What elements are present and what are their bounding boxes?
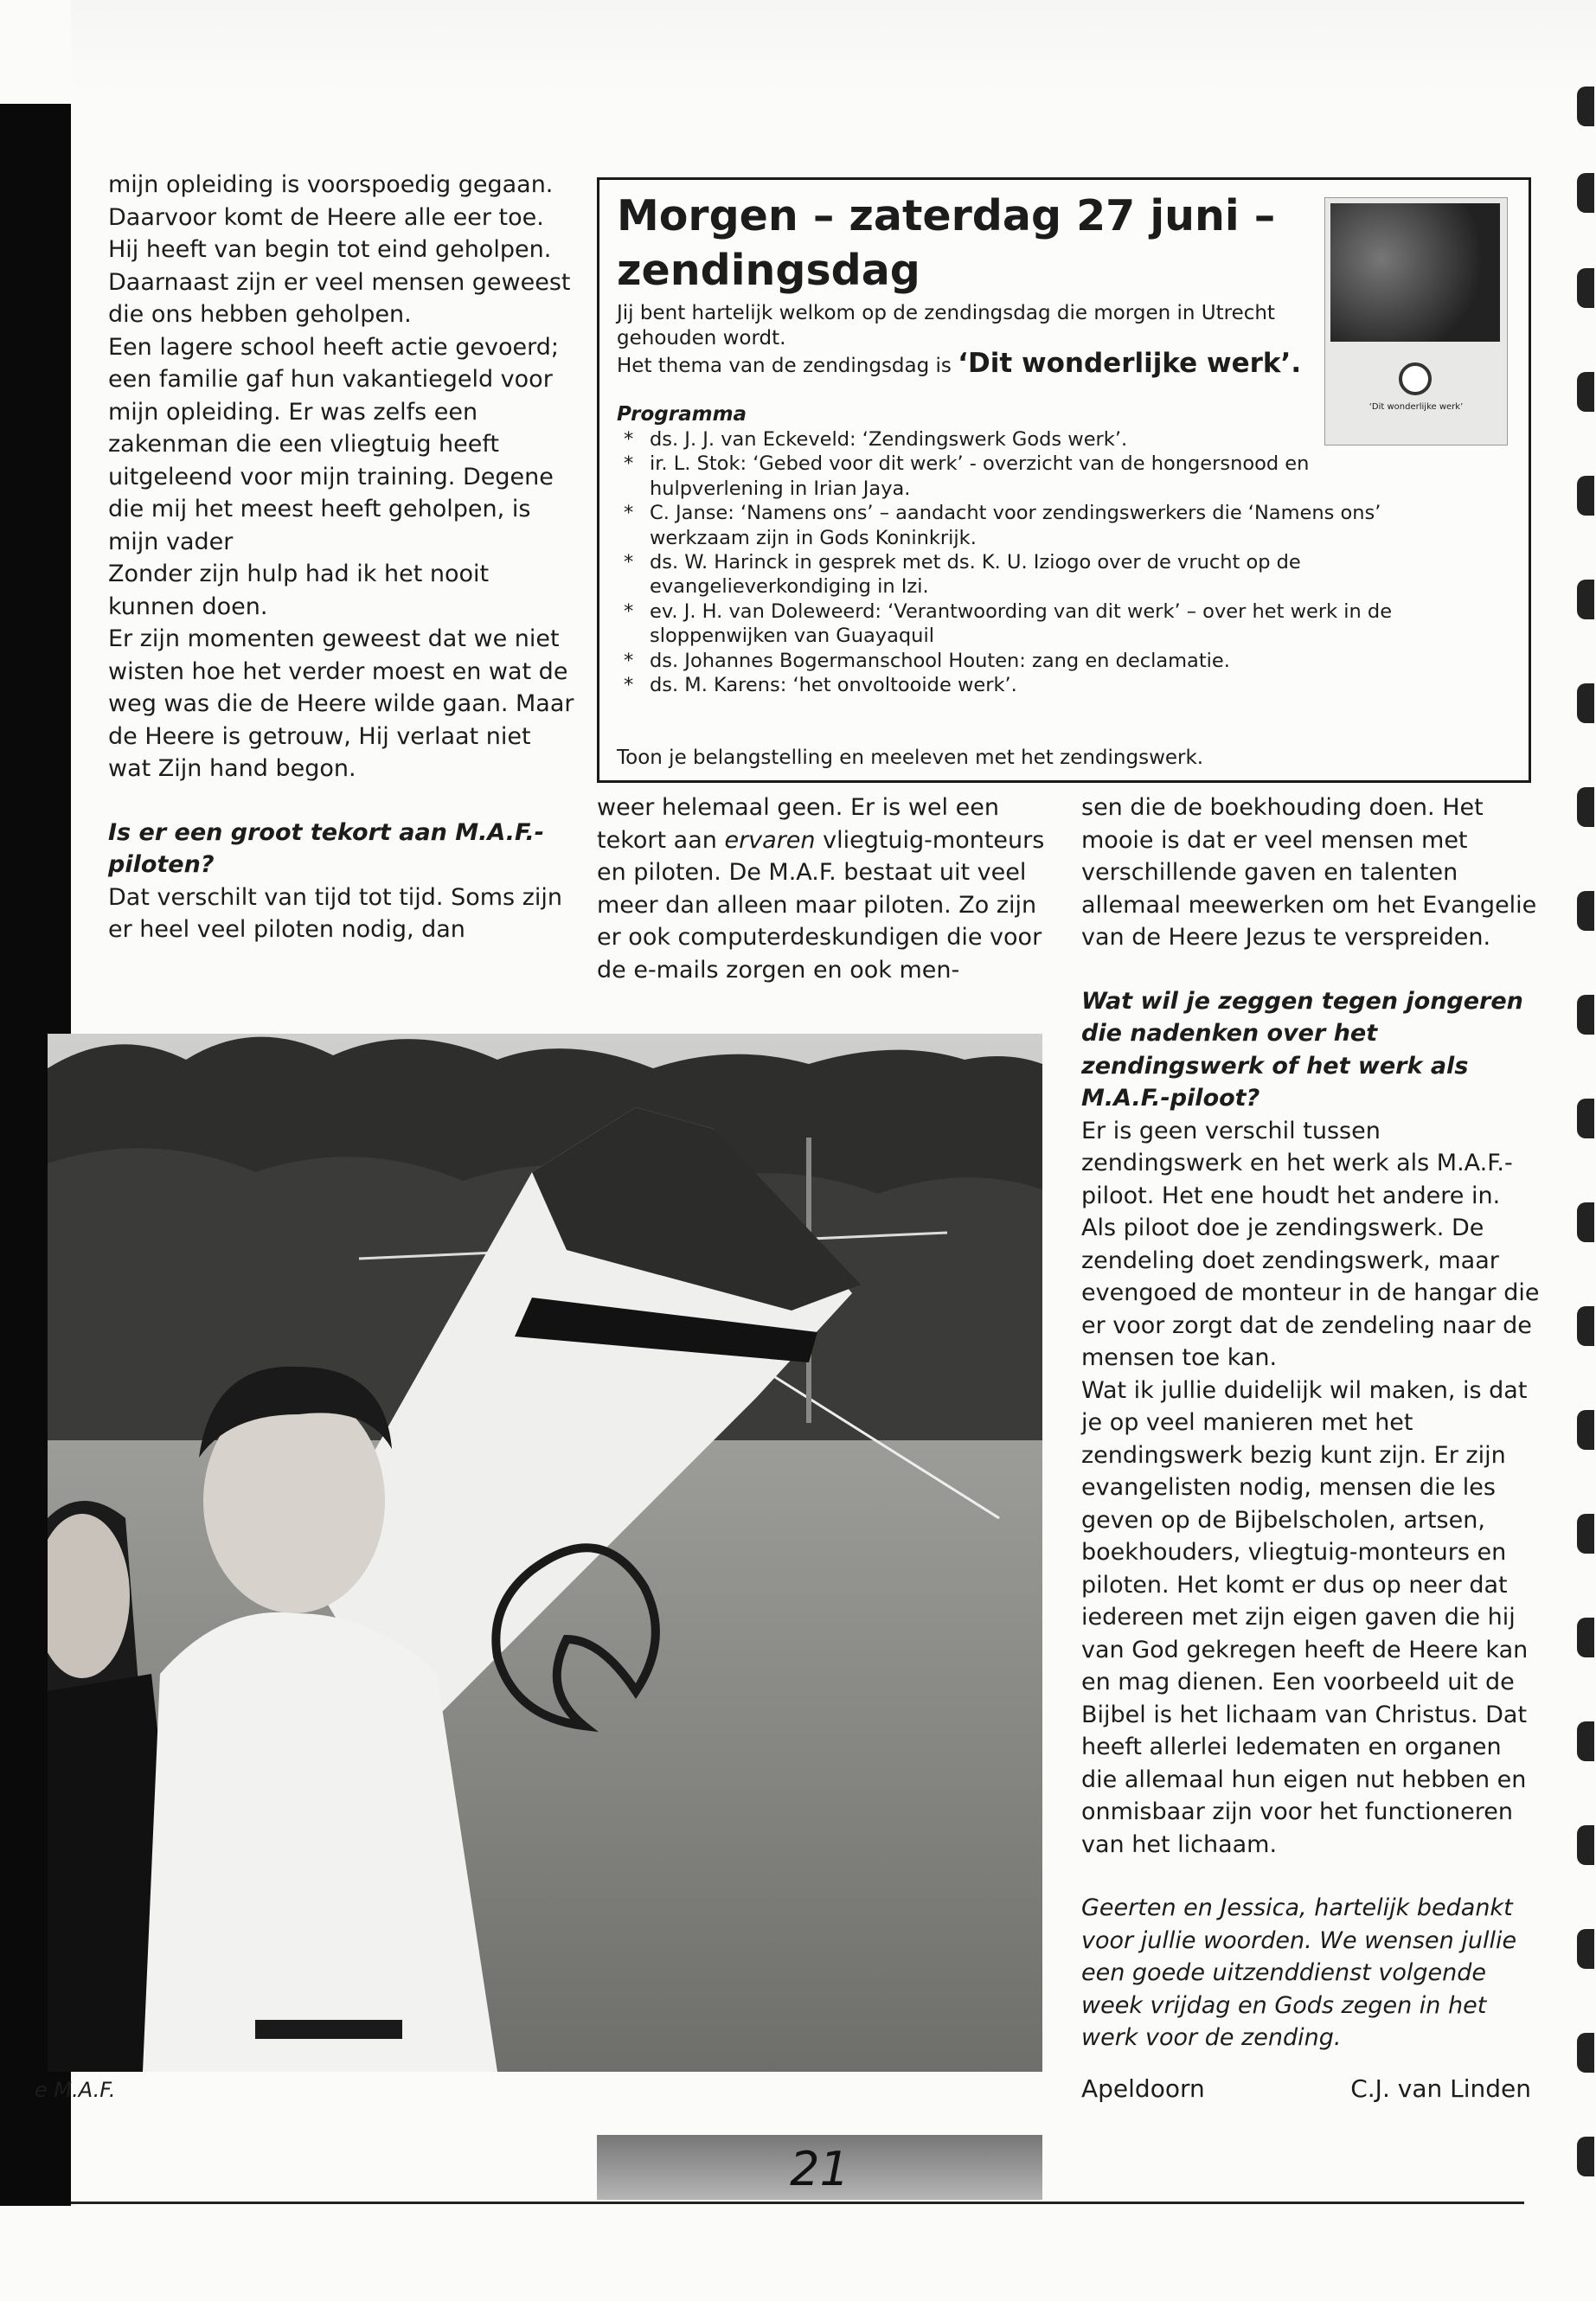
text-run: vliegtuig-monteurs en piloten. De M.A.F. bestaat uit veel meer dan alleen maar piloten. Zo zijn er ook computerdeskundigen die voor de e-mails zorgen en ook men- bbox=[597, 826, 1045, 984]
paragraph: sen die de boekhouding doen. Het mooie is dat er veel mensen met verschillende gaven en talenten allemaal meewerken om het Evangelie van de Heere Jezus te verspreiden. bbox=[1081, 794, 1537, 951]
event-poster bbox=[1324, 197, 1508, 445]
event-theme-line bbox=[617, 348, 1378, 379]
photo-pilot-with-plane bbox=[48, 1034, 1042, 2072]
binder-hole bbox=[1577, 173, 1594, 213]
binder-hole bbox=[1577, 1514, 1594, 1554]
page-number-block bbox=[597, 2135, 1042, 2200]
binder-hole bbox=[1577, 1202, 1594, 1242]
binder-hole bbox=[1577, 1618, 1594, 1657]
program-item: * ev. J. H. van Doleweerd: ‘Verantwoording van dit werk’ – over het werk in de sloppenwijken van Guayaquil bbox=[617, 599, 1516, 649]
program-item: * ds. J. J. van Eckeveld: ‘Zendingswerk Gods werk’. bbox=[617, 427, 1385, 452]
binder-hole bbox=[1577, 2033, 1594, 2073]
binder-hole bbox=[1577, 995, 1594, 1035]
emphasis: ervaren bbox=[724, 826, 816, 854]
paragraph: Zonder zijn hulp had ik het nooit kunnen doen. bbox=[108, 561, 490, 620]
text-run: weer helemaal geen. Er is wel een tekort aan bbox=[597, 794, 999, 854]
signature-place: Apeldoorn bbox=[1081, 2074, 1205, 2103]
event-intro-line: Jij bent hartelijk welkom op de zendingsdag die morgen in Utrecht gehouden wordt. bbox=[617, 302, 1275, 349]
binder-hole bbox=[1577, 372, 1594, 412]
paragraph: Er is geen verschil tussen zendingswerk en het werk als M.A.F.-piloot. Het ene houdt het andere in. Als piloot doe je zendingswerk. De zendeling doet zendingswerk, maar evengoed de monteur in de hangar die er voor zorgt dat de zendeling naar de mensen toe kan. bbox=[1081, 1117, 1540, 1371]
binder-hole bbox=[1577, 683, 1594, 723]
event-footer: Toon je belangstelling en meeleven met het zendingswerk. bbox=[617, 747, 1204, 769]
page-top-shade bbox=[71, 0, 1596, 95]
event-box bbox=[597, 177, 1531, 783]
binder-hole bbox=[1577, 1410, 1594, 1450]
binder-hole bbox=[1577, 787, 1594, 827]
program-item: * ds. Johannes Bogermanschool Houten: zang en declamatie. bbox=[617, 649, 1516, 673]
poster-photo bbox=[1330, 203, 1500, 342]
paragraph: Dat verschilt van tijd tot tijd. Soms zijn er heel veel piloten nodig, dan bbox=[108, 883, 562, 943]
paragraph: Wat ik jullie duidelijk wil maken, is dat je op veel manieren met het zendingswerk bezig kunt zijn. Er zijn evangelisten nodig, mensen die les geven op de Bijbelscholen, artsen, boekhouders, vliegtuig-monteurs en piloten. Het komt er dus op neer dat iedereen met zijn eigen gaven die hij van God gekregen heeft de Heere kan en mag dienen. Een voorbeeld uit de Bijbel is het lichaam van Christus. Dat heeft allerlei ledematen en organen die allemaal hun eigen nut hebben en onmisbaar zijn voor het functioneren van het lichaam. bbox=[1081, 1376, 1529, 1858]
theme-lead: Het thema van de zendingsdag is bbox=[617, 355, 958, 377]
article-column-2 bbox=[597, 792, 1064, 986]
page-baseline bbox=[71, 2202, 1524, 2204]
binder-hole bbox=[1577, 891, 1594, 931]
event-intro bbox=[617, 301, 1378, 379]
interview-question: Wat wil je zeggen tegen jongeren die nadenken over het zendingswerk of het werk als M.A.F.-piloot? bbox=[1081, 987, 1523, 1112]
program-heading: Programma bbox=[617, 403, 747, 426]
event-title: Morgen – zaterdag 27 juni – zendingsdag bbox=[617, 191, 1276, 295]
poster-title: ‘Dit wonderlijke werk’ bbox=[1368, 402, 1464, 412]
article-column-1 bbox=[108, 169, 575, 946]
closing-note: Geerten en Jessica, hartelijk bedankt voor jullie woorden. We wensen jullie een goede uitzenddienst volgende week vrijdag en Gods zegen in het werk voor de zending. bbox=[1081, 1894, 1517, 2051]
interview-question: Is er een groot tekort aan M.A.F.-piloten? bbox=[108, 818, 545, 878]
photo-caption: e M.A.F. bbox=[35, 2078, 116, 2102]
paragraph: Er zijn momenten geweest dat we niet wisten hoe het verder moest en wat de weg was die de Heere wilde gaan. Maar de Heere is getrouw, Hij verlaat niet wat Zijn hand begon. bbox=[108, 625, 574, 782]
program-list bbox=[617, 427, 1516, 697]
poster-logo-icon bbox=[1399, 362, 1432, 395]
binder-hole bbox=[1577, 1825, 1594, 1865]
page-number: 21 bbox=[790, 2142, 849, 2196]
binder-hole bbox=[1577, 2137, 1594, 2176]
program-item: * ds. M. Karens: ‘het onvoltooide werk’. bbox=[617, 673, 1516, 697]
binder-hole bbox=[1577, 1929, 1594, 1969]
binder-hole bbox=[1577, 1306, 1594, 1346]
paragraph: mijn opleiding is voorspoedig gegaan. Daarvoor komt de Heere alle eer toe. Hij heeft van begin tot eind geholpen. Daarnaast zijn er veel mensen geweest die ons hebben geholpen. bbox=[108, 171, 571, 328]
article-column-3 bbox=[1081, 792, 1540, 2054]
signature-author: C.J. van Linden bbox=[1350, 2074, 1531, 2103]
paragraph bbox=[597, 792, 1064, 986]
binder-hole bbox=[1577, 87, 1594, 126]
paragraph: Een lagere school heeft actie gevoerd; een familie gaf hun vakantiegeld voor mijn opleiding. Er was zelfs een zakenman die een vliegtuig heeft uitgeleend voor mijn training. Degene die mij het meest heeft geholpen, is mijn vader bbox=[108, 333, 559, 555]
program-item: * C. Janse: ‘Namens ons’ – aandacht voor zendingswerkers die ‘Namens ons’ werkzaam zijn in Gods Koninkrijk. bbox=[617, 501, 1385, 550]
program-item: * ir. L. Stok: ‘Gebed voor dit werk’ - overzicht van de hongersnood en hulpverlening in Irian Jaya. bbox=[617, 452, 1385, 501]
photo-illustration bbox=[48, 1034, 1042, 2072]
binder-hole bbox=[1577, 580, 1594, 619]
binder-hole bbox=[1577, 476, 1594, 516]
binder-hole bbox=[1577, 1721, 1594, 1761]
binder-holes bbox=[1570, 87, 1596, 2249]
binder-hole bbox=[1577, 268, 1594, 308]
binder-hole bbox=[1577, 1099, 1594, 1138]
theme-title: ‘Dit wonderlijke werk’. bbox=[958, 348, 1302, 379]
program-item: * ds. W. Harinck in gesprek met ds. K. U. Iziogo over de vrucht op de evangelieverkondiging in Izi. bbox=[617, 550, 1385, 599]
